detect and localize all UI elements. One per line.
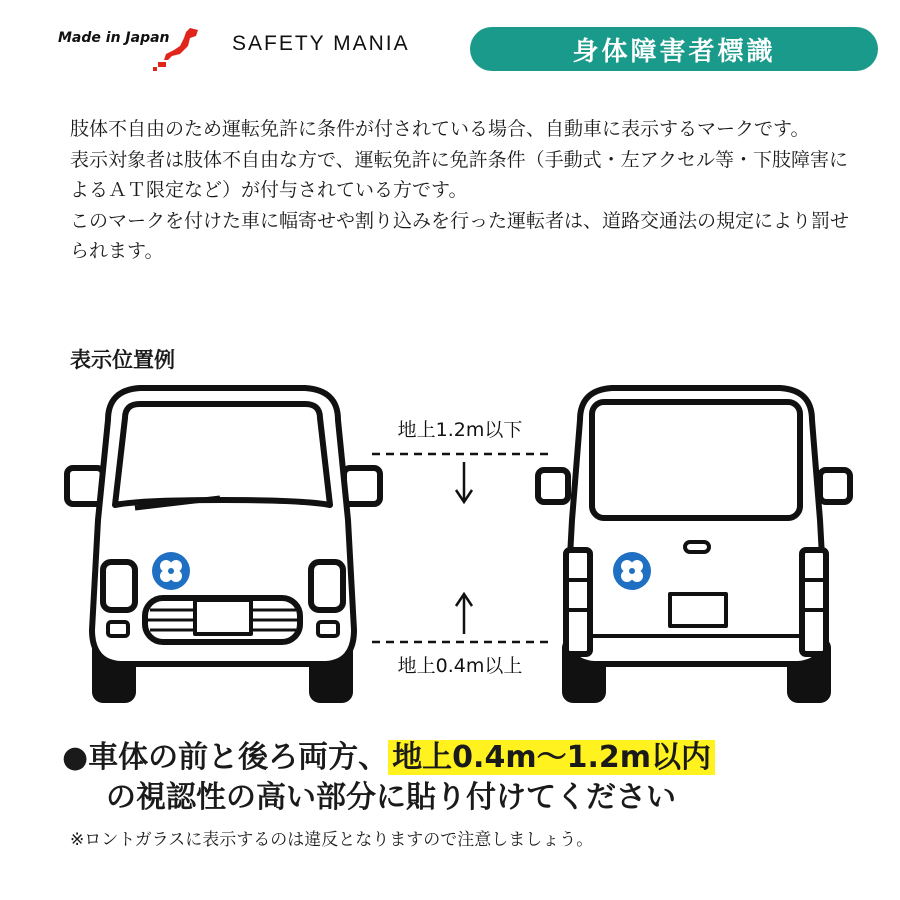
note-highlight: 地上0.4m〜1.2m以内 xyxy=(388,740,715,775)
height-guides xyxy=(372,454,548,642)
made-in-japan-label: Made in Japan xyxy=(58,30,170,46)
upper-limit-label: 地上1.2m以下 xyxy=(397,419,523,441)
clover-mark-icon xyxy=(613,552,651,590)
description-paragraph: このマークを付けた車に幅寄せや割り込みを行った運転者は、道路交通法の規定により罰せられます。 xyxy=(70,209,850,262)
note-line2: の視認性の高い部分に貼り付けてください xyxy=(106,780,676,815)
clover-mark-icon xyxy=(152,552,190,590)
brand-name: SAFETY MANIA xyxy=(232,32,410,55)
placement-note xyxy=(62,738,882,818)
description-paragraph: 肢体不自由のため運転免許に条件が付されている場合、自動車に表示するマークです。 xyxy=(70,118,810,140)
bullet: ● xyxy=(62,740,89,775)
note-line1-prefix: 車体の前と後ろ両方、 xyxy=(88,740,389,775)
description-paragraph: 表示対象者は肢体不自由な方で、運転免許に免許条件（手動式・左アクセル等・下肢障害によるＡＴ限定など）が付与されている方です。 xyxy=(70,148,849,201)
page-title: 身体障害者標識 xyxy=(572,36,776,67)
car-rear-view xyxy=(538,388,850,700)
lower-limit-label: 地上0.4m以上 xyxy=(397,655,523,677)
header xyxy=(0,0,900,90)
japan-map-icon xyxy=(150,24,202,72)
description xyxy=(70,114,860,267)
car-front-view xyxy=(67,388,380,700)
example-heading: 表示位置例 xyxy=(70,348,175,372)
footnote: ※ロントガラスに表示するのは違反となりますので注意しましょう。 xyxy=(70,830,594,850)
title-banner xyxy=(470,27,878,71)
placement-diagram xyxy=(0,380,900,710)
